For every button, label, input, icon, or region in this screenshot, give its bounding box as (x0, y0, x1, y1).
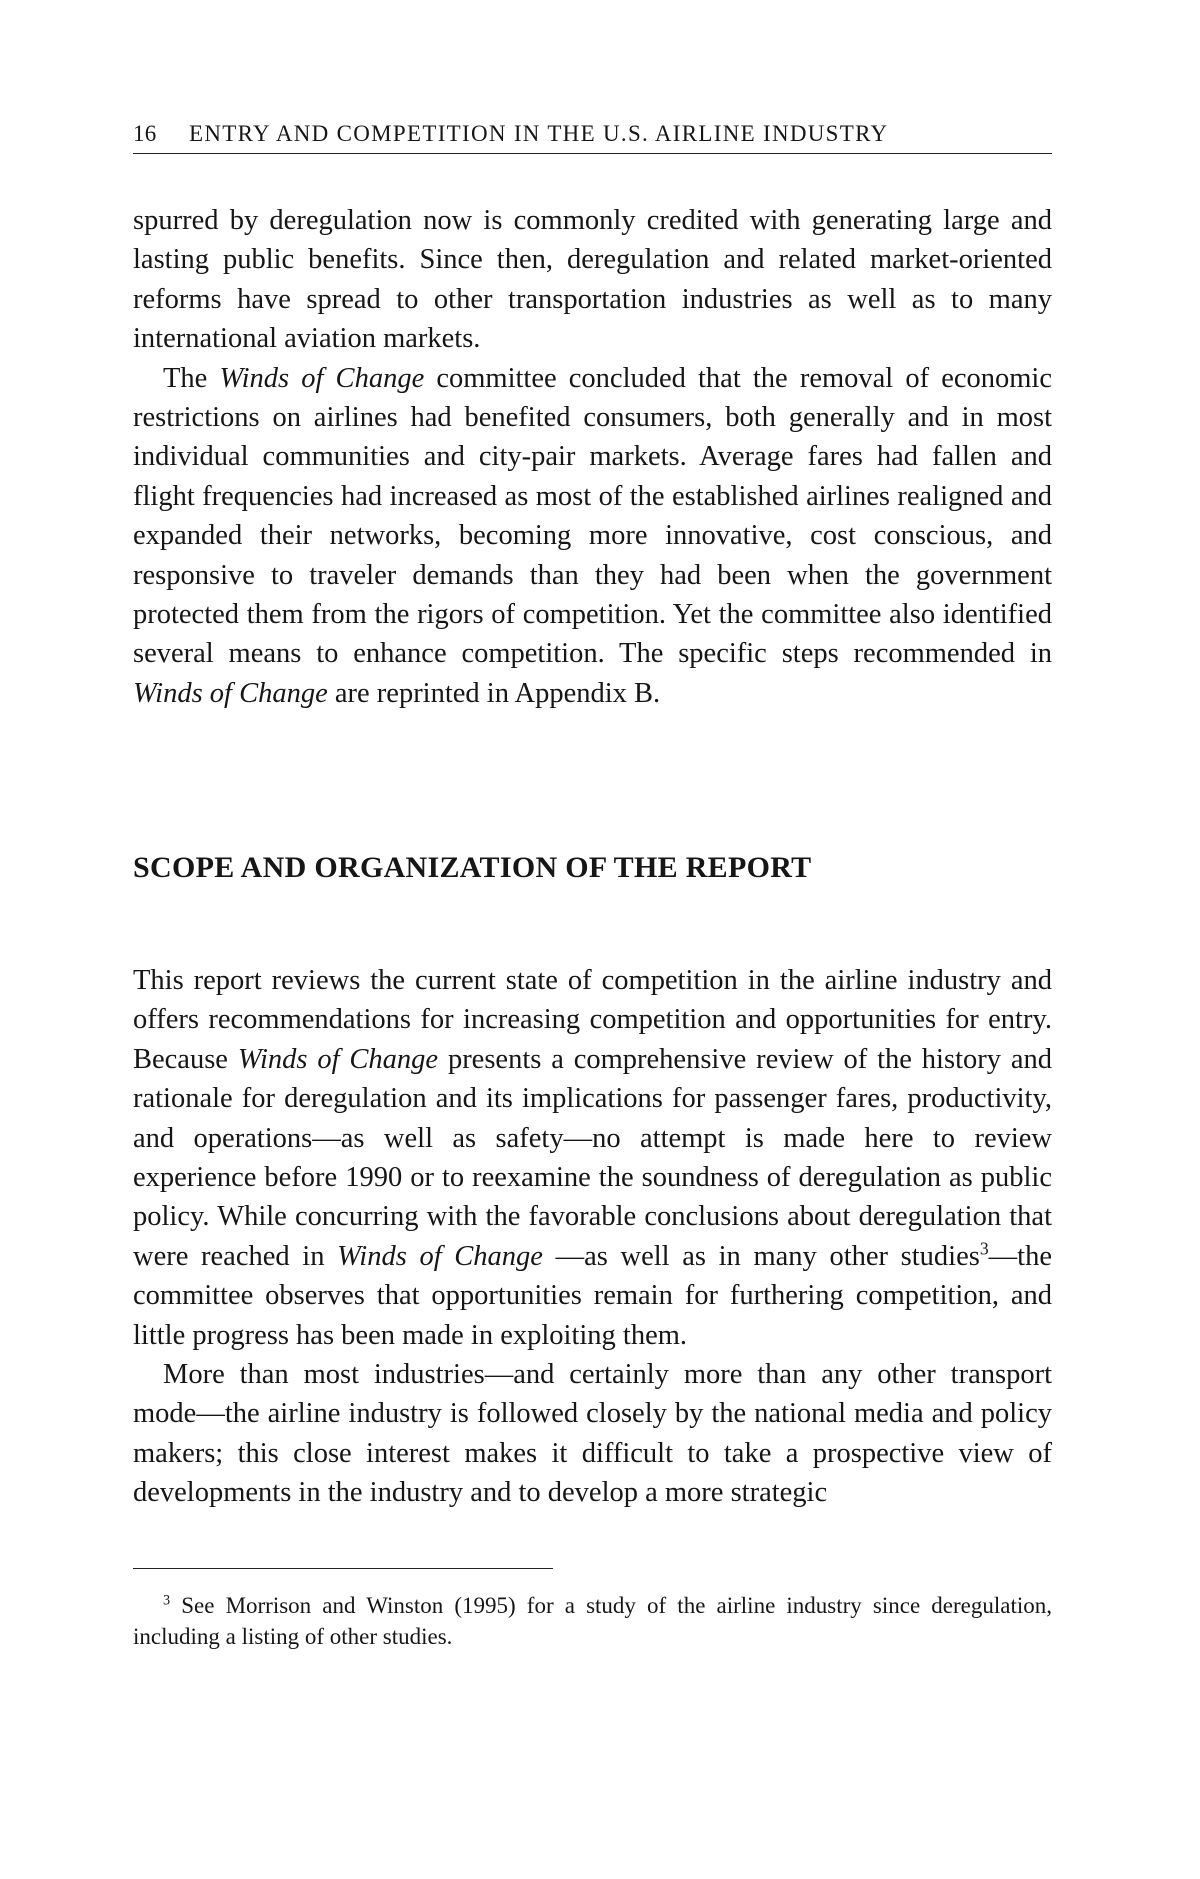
footnote-marker: 3 (163, 1592, 171, 1609)
paragraph (133, 961, 1052, 1355)
report-title-italic: Winds of Change (133, 677, 328, 709)
report-title-italic: Winds of Change (219, 362, 425, 394)
page-number: 16 (133, 121, 157, 146)
section-heading: SCOPE AND ORGANIZATION OF THE REPORT (133, 851, 812, 884)
paragraph-text: More than most industries—and certainly more than any other transport mode—the airline industry is followed closely by the national media and policy makers; this close interest makes it difficult to take a prospective view of developments in the industry and to develop a more strategic (133, 1359, 1052, 1509)
footnote (133, 1590, 1052, 1652)
paragraph-text: are reprinted in Appendix B. (327, 677, 661, 709)
paragraph (133, 359, 1052, 714)
paragraph-text: —the committee observes that opportunities remain for furthering competition, and little progress has been made in exploiting them. (133, 1240, 1052, 1351)
paragraph-text: This report reviews the current state of competition in the airline industry and offers recommendations for increasing competition and opportunities for entry. Because (133, 965, 1052, 1075)
body-text-bottom (133, 961, 1052, 1513)
paragraph-text: committee concluded that the removal of economic restrictions on airlines had benefited consumers, both generally and in most individual communities and city-pair markets. Average fares had fallen and flight frequencies had increased as most of the established airlines realigned and expanded their networks, becoming more innovative, cost conscious, and responsive to traveler demands than they had been when the government protected them from the rigors of competition. Yet the committee also identified several means to enhance competition. The specific steps recommended in (133, 362, 1052, 670)
footnote-divider (133, 1568, 553, 1569)
running-head-title: ENTRY AND COMPETITION IN THE U.S. AIRLINE INDUSTRY (189, 121, 889, 146)
running-head (133, 119, 1052, 154)
footnote-text: See Morrison and Winston (1995) for a study of the airline industry since deregulation, including a listing of other studies. (133, 1593, 1052, 1649)
paragraph-text: The (163, 362, 220, 394)
paragraph-text: —as well as in many other studies (542, 1240, 980, 1272)
paragraph (133, 1355, 1052, 1513)
paragraph (133, 201, 1052, 359)
paragraph-text: presents a comprehensive review of the history and rationale for deregulation and its implications for passenger fares, productivity, and operations—as well as safety—no attempt is made here to review experience before 1990 or to reexamine the soundness of deregulation as public policy. While concurring with the favorable conclusions about deregulation that were reached in (133, 1043, 1052, 1272)
body-text-top (133, 201, 1052, 713)
report-title-italic: Winds of Change (237, 1043, 439, 1075)
paragraph-text: spurred by deregulation now is commonly credited with generating large and lasting public benefits. Since then, deregulation and related market-oriented reforms have spread to other transportation industries as well as to many international aviation markets. (133, 205, 1052, 355)
footnote-reference: 3 (979, 1238, 989, 1259)
report-title-italic: Winds of Change (337, 1240, 543, 1272)
